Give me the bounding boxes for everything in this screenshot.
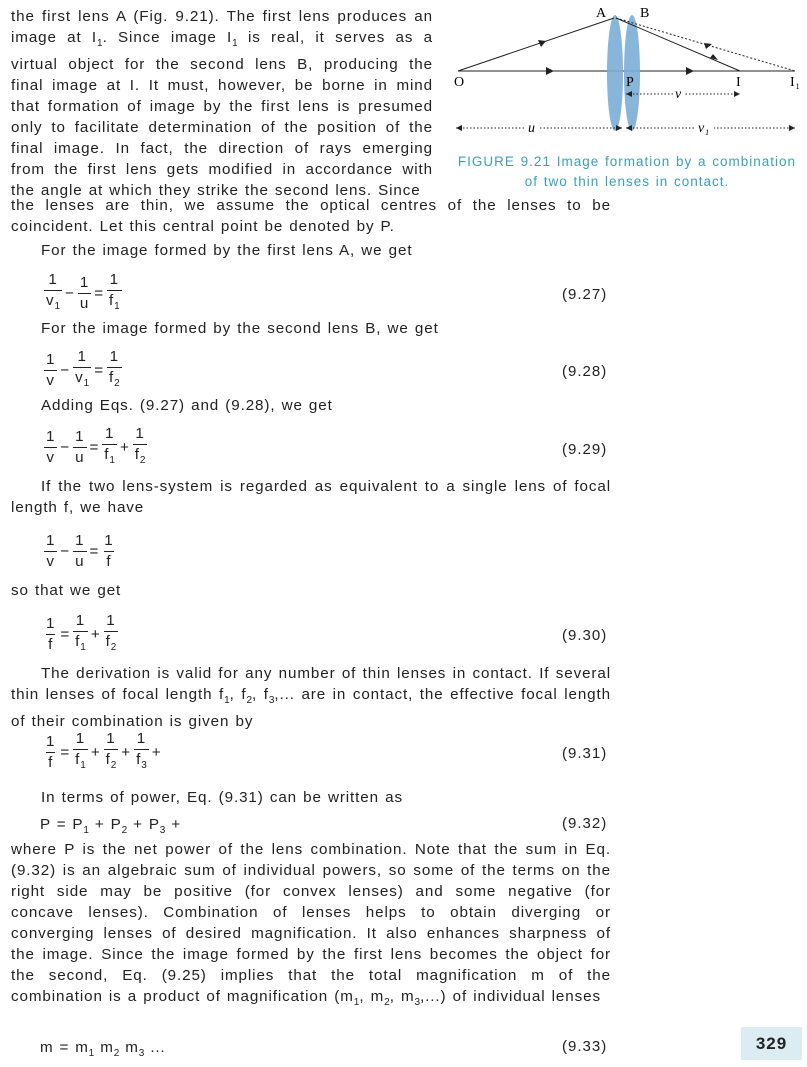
equation-number: (9.32): [562, 815, 608, 832]
axis-arrow: [546, 67, 554, 75]
fraction: $\frac{1}{f}$: [46, 732, 56, 771]
equation-number: (9.33): [562, 1038, 608, 1055]
fraction: $\frac{1}{f_2}$: [104, 729, 119, 776]
label-i1: $I_1$: [790, 75, 801, 91]
label-i: I: [736, 75, 742, 90]
so-that-sentence: so that we get: [11, 582, 122, 599]
axis-arrow: [686, 67, 694, 75]
equation-number: (9.29): [562, 441, 608, 458]
fraction: $\frac{1}{v_1}$: [44, 270, 62, 317]
equation-9-29: $\frac{1}{v}$ − $\frac{1}{u}$ = $\frac{1}{f_1}$ + $\frac{1}{f_2}$: [42, 422, 149, 472]
equation-9-32: $P = P_1 + P_2 + P_3$ +: [40, 816, 182, 836]
label-v: v: [675, 87, 683, 102]
derivation-paragraph: The derivation is valid for any number of thin lenses in contact. If several thin lenses of focal length $f_1$, $f_2$, $f_3$,... are in contact, the effective focal length of their combination is given by: [11, 665, 611, 730]
equation-9-30: $\frac{1}{f}$ = $\frac{1}{f_1}$ + $\frac{1}{f_2}$: [42, 609, 120, 659]
lens-a: [607, 15, 623, 131]
fraction: $\frac{1}{f}$: [46, 614, 56, 653]
label-b: B: [640, 6, 651, 21]
page-number: 329: [741, 1027, 802, 1060]
figure-caption: FIGURE 9.21 Image formation by a combination of two thin lenses in contact.: [457, 154, 797, 189]
fraction: $\frac{1}{f_2}$: [133, 424, 148, 471]
fraction: $\frac{1}{f_1}$: [102, 424, 117, 471]
fraction: $\frac{1}{f_2}$: [104, 611, 119, 658]
net-power-paragraph: where P is the net power of the lens combination. Note that the sum in Eq. (9.32) is an algebraic sum of individual powers, so some of the terms on the right side may be positive (for convex lenses) and some negative (for concave lenses). Combination of lenses helps to obtain diverging or converging lenses of desired magnification. It also enhances sharpness of the image. Since the image formed by the first lens becomes the object for the second, Eq. (9.25) implies that the total magnification m of the combination is a product of magnification ($m_1$, $m_2$, $m_3$,...) of individual lenses: [11, 841, 611, 1008]
equation-single-lens: $\frac{1}{v}$ − $\frac{1}{u}$ = $\frac{1}{f}$: [46, 531, 114, 570]
fraction: $\frac{1}{v}$: [46, 350, 56, 389]
dim-arrow: [456, 125, 462, 131]
equation-number: (9.30): [562, 627, 608, 644]
fraction: $\frac{1}{u}$: [75, 531, 85, 570]
label-v1: $v_1$: [698, 121, 711, 137]
fraction: $\frac{1}{f_1}$: [73, 729, 88, 776]
adding-sentence: Adding Eqs. (9.27) and (9.28), we get: [41, 397, 333, 414]
incident-ray: [458, 18, 614, 71]
fraction: $\frac{1}{v}$: [46, 531, 56, 570]
ray-arrow: [704, 43, 712, 49]
equation-9-33: $m = m_1$ $m_2$ $m_3$ ...: [40, 1039, 166, 1059]
dim-arrow: [616, 125, 622, 131]
fraction: $\frac{1}{f_1}$: [107, 270, 122, 317]
power-sentence: In terms of power, Eq. (9.31) can be written as: [41, 789, 403, 806]
continuation-paragraph: the lenses are thin, we assume the optical centres of the lenses to be coincident. Let this central point be denoted by P.: [11, 197, 611, 235]
label-p: P: [626, 75, 635, 90]
fraction: $\frac{1}{f_3}$: [134, 729, 149, 776]
dim-arrow: [734, 91, 740, 97]
equivalent-lens-paragraph: If the two lens-system is regarded as equivalent to a single lens of focal length f, we have: [11, 478, 611, 516]
label-a: A: [596, 6, 608, 21]
intro-paragraph: the first lens A (Fig. 9.21). The first lens produces an image at $I_1$. Since image $I_1$ is real, it serves as a virtual object for the second lens B, producing the final image at I. It must, however, be borne in mind that formation of image by the first lens is presumed only to facilitate determination of the position of the final image. In fact, the direction of rays emerging from the first lens gets modified in accordance with the angle at which they strike the second lens. Since: [11, 8, 433, 199]
fraction: $\frac{1}{v_1}$: [73, 347, 91, 394]
fraction: $\frac{1}{u}$: [75, 427, 85, 466]
second-lens-sentence: For the image formed by the second lens B, we get: [41, 320, 439, 337]
equation-9-28: $\frac{1}{v}$ − $\frac{1}{v_1}$ = $\frac{1}{f_2}$: [42, 345, 124, 395]
equation-number: (9.31): [562, 745, 608, 762]
fraction: $\frac{1}{u}$: [79, 273, 90, 312]
fraction: $\frac{1}{v}$: [46, 427, 56, 466]
first-lens-sentence: For the image formed by the first lens A, we get: [41, 242, 413, 259]
equation-9-27: $\frac{1}{v_1}$ − $\frac{1}{u}$ = $\frac{1}{f_1}$: [42, 268, 124, 318]
fraction: $\frac{1}{f}$: [104, 531, 114, 570]
fraction: $\frac{1}{f_1}$: [73, 611, 88, 658]
dim-arrow: [789, 125, 795, 131]
equation-number: (9.27): [562, 286, 608, 303]
equation-9-31: $\frac{1}{f}$ = $\frac{1}{f_1}$ + $\frac{1}{f_2}$ + $\frac{1}{f_3}$ +: [42, 727, 163, 777]
label-o: O: [454, 75, 466, 90]
fraction: $\frac{1}{f_2}$: [107, 347, 122, 394]
label-u: u: [528, 121, 536, 136]
equation-number: (9.28): [562, 363, 608, 380]
lens-b: [624, 15, 640, 131]
